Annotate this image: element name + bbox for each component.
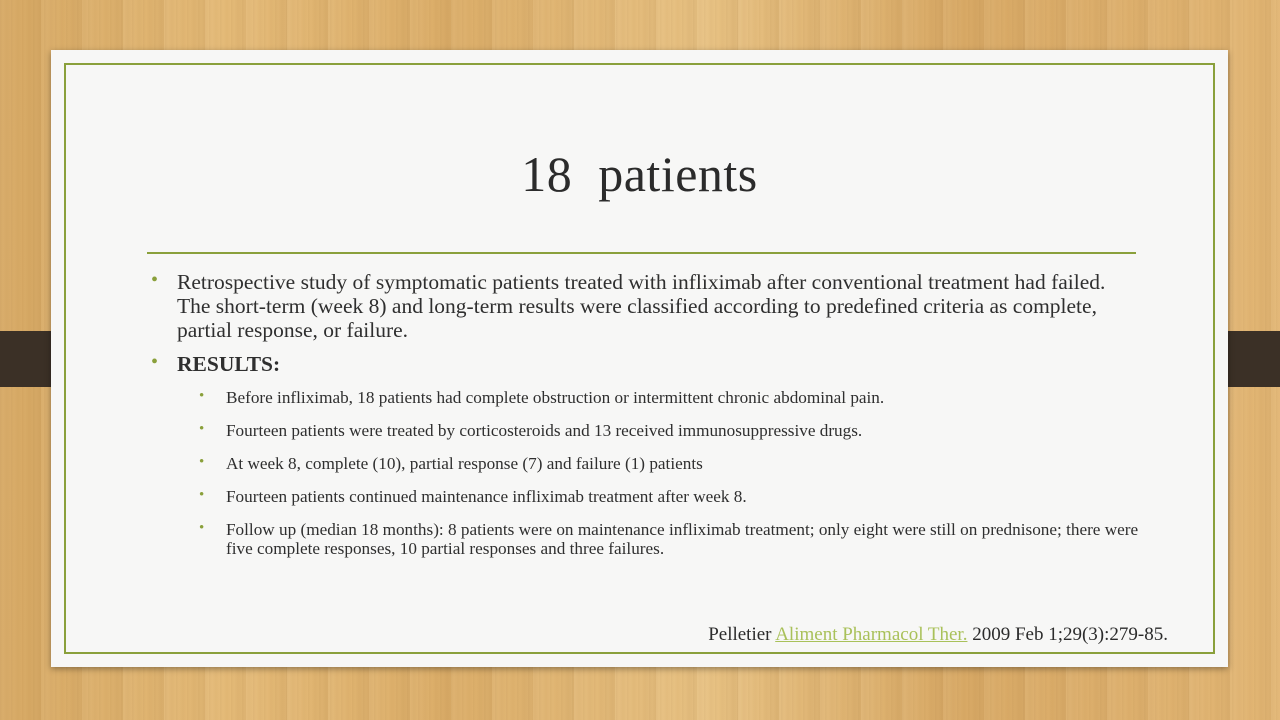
sub-bullet-item bbox=[151, 520, 1141, 558]
bullet-results bbox=[151, 352, 1141, 376]
sub-bullet-text: Before infliximab, 18 patients had complete obstruction or intermittent chronic abdominal pain. bbox=[226, 388, 885, 407]
bullet-dot-icon: • bbox=[199, 487, 205, 503]
bullet-dot-icon: • bbox=[199, 388, 205, 404]
bullet-dot-icon: • bbox=[199, 421, 205, 437]
sub-bullet-item bbox=[151, 487, 1141, 506]
citation bbox=[708, 624, 1168, 646]
slide bbox=[51, 50, 1228, 667]
bullet-dot-icon: • bbox=[151, 351, 159, 373]
bullet-study-description bbox=[151, 270, 1141, 342]
sub-bullet-item bbox=[151, 454, 1141, 473]
bullet-dot-icon: • bbox=[199, 454, 205, 470]
sub-bullet-item bbox=[151, 421, 1141, 440]
journal-link[interactable]: Aliment Pharmacol Ther. bbox=[775, 624, 968, 645]
slide-title: 18 patients bbox=[521, 146, 758, 202]
sub-bullet-text: Fourteen patients were treated by corticosteroids and 13 received immunosuppressive drugs. bbox=[226, 421, 863, 440]
bullet-dot-icon: • bbox=[199, 520, 205, 536]
results-heading: RESULTS: bbox=[177, 352, 281, 376]
sub-bullet-text: Follow up (median 18 months): 8 patients were on maintenance infliximab treatment; only eight were still on prednisone; there were five complete responses, 10 partial responses and three failures. bbox=[226, 520, 1139, 558]
bullet-text: Retrospective study of symptomatic patients treated with infliximab after conventional treatment had failed. The short-term (week 8) and long-term results were classified according to predefined criteria as complete, partial response, or failure. bbox=[177, 270, 1106, 342]
bullet-dot-icon: • bbox=[151, 269, 159, 291]
title-divider bbox=[147, 252, 1136, 254]
sub-bullet-item bbox=[151, 388, 1141, 407]
citation-author: Pelletier bbox=[708, 624, 772, 645]
sub-bullet-text: Fourteen patients continued maintenance infliximab treatment after week 8. bbox=[226, 487, 747, 506]
citation-reference: 2009 Feb 1;29(3):279-85. bbox=[967, 624, 1168, 645]
sub-bullet-text: At week 8, complete (10), partial response (7) and failure (1) patients bbox=[226, 454, 703, 473]
slide-content bbox=[151, 270, 1141, 572]
